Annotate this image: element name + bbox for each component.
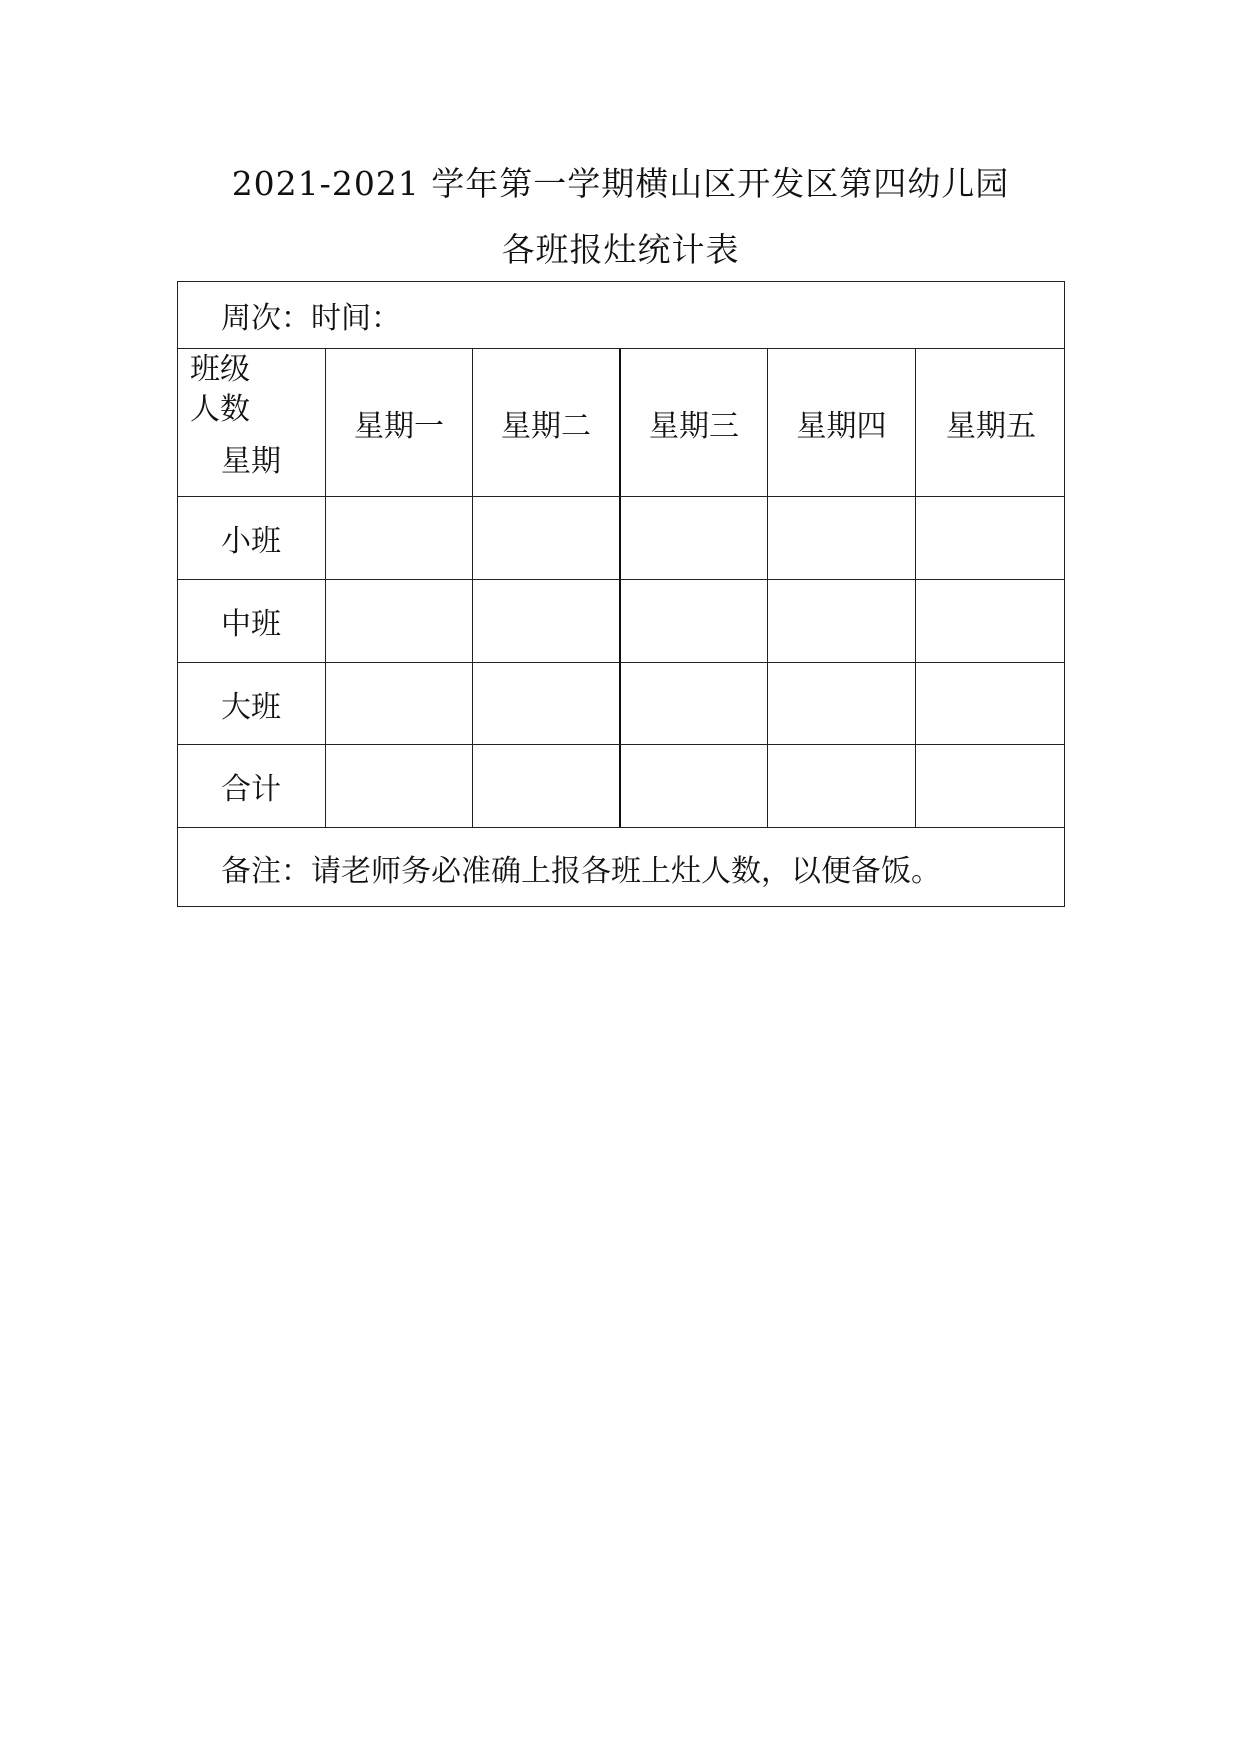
header-tuesday: 星期二	[472, 349, 619, 496]
cell-large-tuesday[interactable]	[472, 663, 619, 744]
header-friday: 星期五	[915, 349, 1066, 496]
row-label-large-class: 大班	[221, 689, 281, 725]
corner-count-label: 人数	[190, 392, 250, 427]
table-row	[178, 496, 1064, 579]
week-label: 周次：	[221, 301, 311, 336]
document-subtitle: 各班报灶统计表	[501, 230, 740, 269]
row-label-middle-class: 中班	[221, 607, 281, 642]
row-label-total: 合计	[221, 772, 281, 807]
cell-small-thursday[interactable]	[767, 497, 915, 579]
cell-total-friday[interactable]	[915, 745, 1066, 827]
cell-total-tuesday[interactable]	[472, 745, 619, 827]
week-time-row	[178, 282, 1064, 348]
table-row	[178, 579, 1064, 662]
cell-small-wednesday[interactable]	[619, 497, 767, 579]
table-header-row	[178, 348, 1064, 496]
cell-large-wednesday[interactable]	[619, 663, 767, 744]
cell-middle-wednesday[interactable]	[619, 580, 767, 662]
cell-large-thursday[interactable]	[767, 663, 915, 744]
table-row	[178, 744, 1064, 827]
header-thursday: 星期四	[767, 349, 915, 496]
cell-middle-monday[interactable]	[325, 580, 472, 662]
footnote-text: 备注：请老师务必准确上报各班上灶人数，以便备饭。	[221, 854, 941, 889]
note-row	[178, 827, 1064, 908]
cell-large-friday[interactable]	[915, 663, 1066, 744]
cell-total-thursday[interactable]	[767, 745, 915, 827]
cell-middle-thursday[interactable]	[767, 580, 915, 662]
cell-total-wednesday[interactable]	[619, 745, 767, 827]
cell-middle-friday[interactable]	[915, 580, 1066, 662]
corner-weekday-label: 星期	[221, 444, 281, 479]
cell-total-monday[interactable]	[325, 745, 472, 827]
week-time-fields	[221, 282, 401, 348]
cell-middle-tuesday[interactable]	[472, 580, 619, 662]
statistics-table	[177, 281, 1065, 907]
document-title: 2021-2021 学年第一学期横山区开发区第四幼儿园	[231, 164, 1010, 203]
corner-class-label: 班级	[190, 352, 250, 387]
cell-small-tuesday[interactable]	[472, 497, 619, 579]
table-row	[178, 662, 1064, 744]
corner-header-cell	[178, 349, 325, 496]
header-monday: 星期一	[325, 349, 472, 496]
header-wednesday: 星期三	[619, 349, 767, 496]
cell-small-monday[interactable]	[325, 497, 472, 579]
time-label: 时间：	[311, 301, 401, 336]
row-label-small-class: 小班	[221, 524, 281, 559]
cell-small-friday[interactable]	[915, 497, 1066, 579]
cell-large-monday[interactable]	[325, 663, 472, 744]
